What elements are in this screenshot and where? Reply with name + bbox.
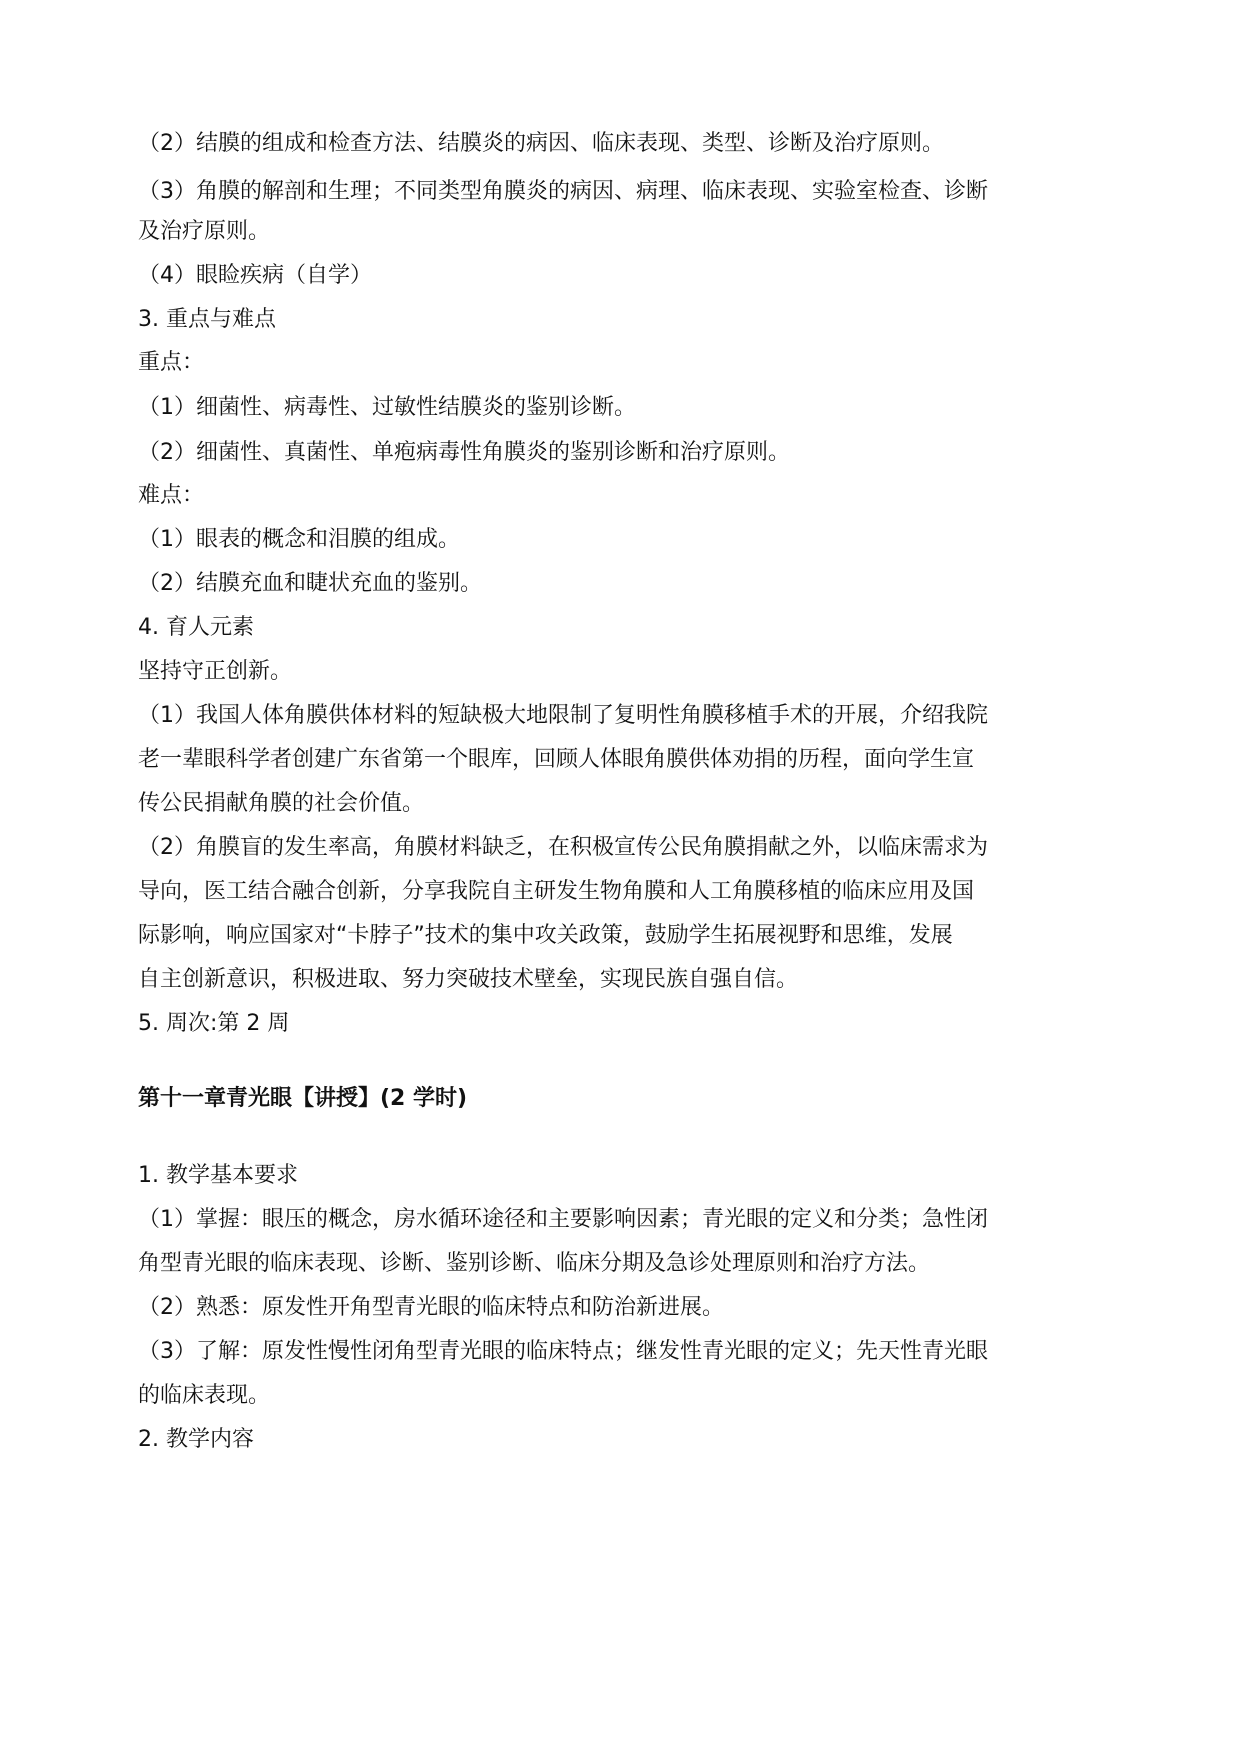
text-line: 坚持守正创新。 <box>138 659 293 684</box>
text-line: 角型青光眼的临床表现、诊断、鉴别诊断、临床分期及急诊处理原则和治疗方法。 <box>138 1251 931 1276</box>
text-line: 传公民捐献角膜的社会价值。 <box>138 791 425 816</box>
text-line: 际影响，响应国家对“卡脖子”技术的集中攻关政策，鼓励学生拓展视野和思维，发展 <box>138 923 953 948</box>
text-line: 重点： <box>138 350 205 375</box>
section-heading: 2. 教学内容 <box>138 1427 254 1452</box>
text-line: （1）掌握：眼压的概念，房水循环途径和主要影响因素；青光眼的定义和分类；急性闭 <box>138 1207 988 1232</box>
section-heading: 4. 育人元素 <box>138 615 254 640</box>
text-line: （1）我国人体角膜供体材料的短缺极大地限制了复明性角膜移植手术的开展，介绍我院 <box>138 703 988 728</box>
text-line: 及治疗原则。 <box>138 219 271 244</box>
text-line: （4）眼睑疾病（自学） <box>138 263 372 288</box>
text-line: 5. 周次:第 2 周 <box>138 1011 290 1036</box>
text-line: 的临床表现。 <box>138 1383 271 1408</box>
chapter-heading: 第十一章青光眼【讲授】(2 学时) <box>138 1086 468 1111</box>
section-heading: 3. 重点与难点 <box>138 307 276 332</box>
text-line: 自主创新意识，积极进取、努力突破技术壁垒，实现民族自强自信。 <box>138 967 799 992</box>
text-line: 难点： <box>138 483 205 508</box>
text-line: 老一辈眼科学者创建广东省第一个眼库，回顾人体眼角膜供体劝捐的历程，面向学生宣 <box>138 747 975 772</box>
text-line: （3）了解：原发性慢性闭角型青光眼的临床特点；继发性青光眼的定义；先天性青光眼 <box>138 1339 988 1364</box>
text-line: （2）熟悉：原发性开角型青光眼的临床特点和防治新进展。 <box>138 1295 724 1320</box>
text-line: （2）细菌性、真菌性、单疱病毒性角膜炎的鉴别诊断和治疗原则。 <box>138 440 790 465</box>
section-heading: 1. 教学基本要求 <box>138 1163 298 1188</box>
text-line: （3）角膜的解剖和生理；不同类型角膜炎的病因、病理、临床表现、实验室检查、诊断 <box>138 179 988 204</box>
text-line: （2）结膜充血和睫状充血的鉴别。 <box>138 571 482 596</box>
text-line: 导向，医工结合融合创新，分享我院自主研发生物角膜和人工角膜移植的临床应用及国 <box>138 879 975 904</box>
text-line: （2）角膜盲的发生率高，角膜材料缺乏，在积极宣传公民角膜捐献之外，以临床需求为 <box>138 835 988 860</box>
text-line: （1）眼表的概念和泪膜的组成。 <box>138 527 460 552</box>
text-line: （2）结膜的组成和检查方法、结膜炎的病因、临床表现、类型、诊断及治疗原则。 <box>138 131 944 156</box>
text-line: （1）细菌性、病毒性、过敏性结膜炎的鉴别诊断。 <box>138 395 636 420</box>
